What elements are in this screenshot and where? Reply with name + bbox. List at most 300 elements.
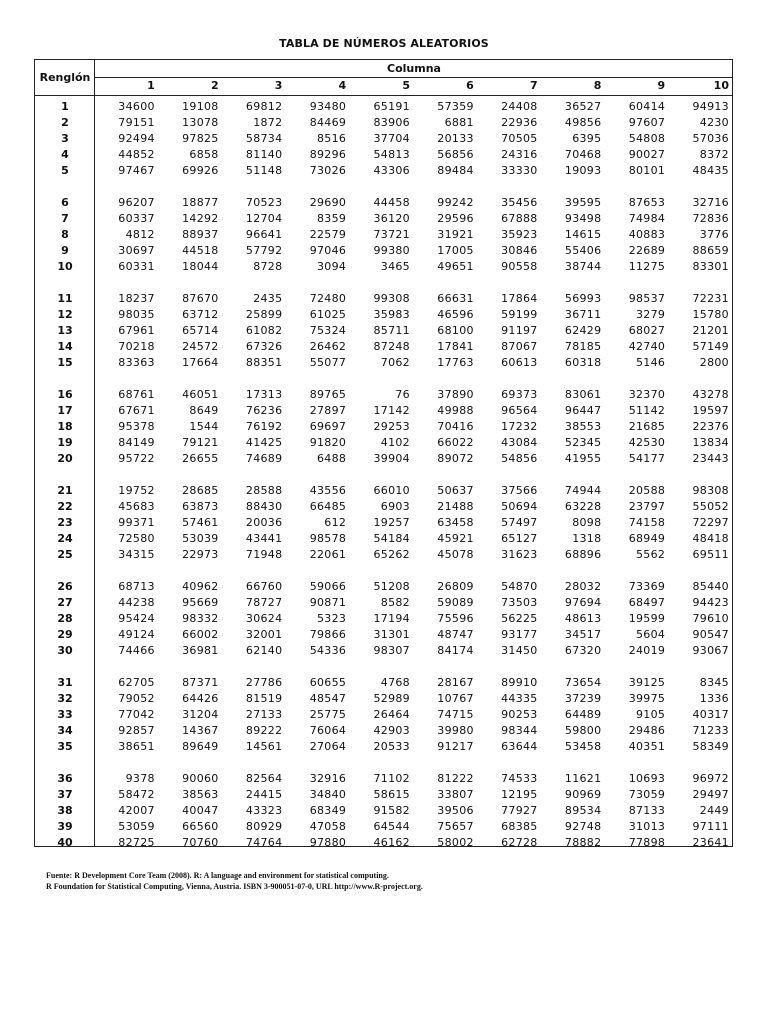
table-cell: 26809	[437, 580, 474, 593]
table-cell: 97467	[118, 164, 155, 177]
table-cell: 91217	[437, 740, 474, 753]
table-cell: 24316	[501, 148, 538, 161]
table-cell: 6395	[572, 132, 602, 145]
table-cell: 67961	[118, 324, 155, 337]
table-cell: 95378	[118, 420, 155, 433]
table-cell: 7062	[380, 356, 410, 369]
table-cell: 96641	[245, 228, 283, 241]
table-cell: 25899	[245, 308, 283, 321]
table-row	[35, 803, 732, 819]
table-cell: 54870	[501, 580, 538, 593]
table-row	[35, 515, 732, 531]
table-cell: 89072	[437, 452, 474, 465]
table-cell: 42903	[373, 724, 410, 737]
row-number: 12	[57, 308, 73, 321]
table-cell: 3094	[316, 260, 347, 273]
table-cell: 73721	[373, 228, 410, 241]
row-number: 23	[57, 516, 73, 529]
table-cell: 70468	[564, 148, 602, 161]
table-cell: 92494	[118, 132, 155, 145]
table-cell: 22689	[628, 244, 666, 257]
table-cell: 4102	[380, 436, 410, 449]
table-cell: 28032	[564, 580, 602, 593]
table-cell: 8582	[380, 596, 410, 609]
table-cell: 94423	[692, 596, 729, 609]
row-number: 10	[57, 260, 73, 273]
table-cell: 55077	[309, 356, 347, 369]
table-cell: 43306	[373, 164, 410, 177]
table-cell: 38553	[564, 420, 602, 433]
table-cell: 48613	[564, 612, 602, 625]
table-cell: 56856	[437, 148, 474, 161]
table-cell: 3279	[635, 308, 666, 321]
table-cell: 69812	[245, 100, 283, 113]
table-cell: 52345	[564, 436, 602, 449]
table-cell: 26462	[309, 340, 347, 353]
table-cell: 28685	[182, 484, 219, 497]
table-cell: 97880	[309, 836, 347, 849]
table-cell: 79151	[118, 116, 155, 129]
table-cell: 66485	[309, 500, 347, 513]
table-cell: 74689	[245, 452, 283, 465]
table-cell: 19752	[118, 484, 155, 497]
table-cell: 38563	[182, 788, 219, 801]
row-number: 30	[57, 644, 73, 657]
table-cell: 83906	[373, 116, 410, 129]
table-cell: 84174	[437, 644, 474, 657]
table-cell: 66631	[437, 292, 474, 305]
table-cell: 97825	[182, 132, 219, 145]
table-row	[35, 579, 732, 595]
header-divider	[95, 95, 733, 96]
table-cell: 53059	[118, 820, 155, 833]
table-cell: 39506	[437, 804, 474, 817]
table-cell: 19257	[373, 516, 410, 529]
table-cell: 68949	[628, 532, 666, 545]
table-cell: 2449	[699, 804, 729, 817]
table-row	[35, 627, 732, 643]
table-cell: 94913	[692, 100, 729, 113]
table-cell: 78727	[245, 596, 283, 609]
footnote-line-1: Fuente: R Development Core Team (2008). R: A language and environment for statistical computing.	[46, 871, 389, 880]
table-body	[35, 99, 732, 851]
table-cell: 18044	[182, 260, 219, 273]
table-cell: 29253	[373, 420, 410, 433]
table-cell: 24019	[628, 644, 666, 657]
table-cell: 68027	[628, 324, 666, 337]
table-cell: 17864	[501, 292, 538, 305]
row-number: 16	[57, 388, 73, 401]
table-cell: 34315	[118, 548, 155, 561]
table-cell: 70218	[118, 340, 155, 353]
table-cell: 63712	[182, 308, 219, 321]
table-cell: 83061	[564, 388, 602, 401]
table-cell: 70416	[437, 420, 474, 433]
table-cell: 81140	[245, 148, 283, 161]
table-cell: 65191	[373, 100, 410, 113]
row-number: 32	[57, 692, 73, 705]
table-cell: 51148	[245, 164, 283, 177]
table-cell: 22973	[182, 548, 219, 561]
row-number: 37	[57, 788, 73, 801]
table-cell: 80929	[245, 820, 283, 833]
table-cell: 39904	[373, 452, 410, 465]
table-cell: 93498	[564, 212, 602, 225]
column-header: 10	[713, 79, 729, 92]
table-cell: 40883	[628, 228, 666, 241]
table-cell: 75324	[309, 324, 347, 337]
table-cell: 13834	[692, 436, 729, 449]
table-cell: 85711	[373, 324, 410, 337]
table-cell: 12704	[245, 212, 283, 225]
table-cell: 27786	[245, 676, 283, 689]
row-number: 4	[61, 148, 69, 161]
table-cell: 1318	[572, 532, 602, 545]
table-cell: 8516	[316, 132, 347, 145]
table-cell: 51208	[373, 580, 410, 593]
table-cell: 17313	[245, 388, 283, 401]
row-number: 34	[57, 724, 73, 737]
table-cell: 60655	[309, 676, 347, 689]
table-row	[35, 595, 732, 611]
table-cell: 87371	[182, 676, 219, 689]
table-cell: 63873	[182, 500, 219, 513]
table-cell: 10693	[628, 772, 666, 785]
table-cell: 63228	[564, 500, 602, 513]
table-cell: 14292	[182, 212, 219, 225]
table-cell: 36527	[564, 100, 602, 113]
table-cell: 56225	[501, 612, 538, 625]
row-number: 33	[57, 708, 73, 721]
table-cell: 93177	[501, 628, 538, 641]
table-cell: 42530	[628, 436, 666, 449]
row-number: 22	[57, 500, 73, 513]
table-cell: 57461	[182, 516, 219, 529]
table-cell: 54813	[373, 148, 410, 161]
table-cell: 4812	[125, 228, 155, 241]
table-cell: 36120	[373, 212, 410, 225]
table-cell: 29690	[309, 196, 347, 209]
table-cell: 70760	[182, 836, 219, 849]
table-cell: 66760	[245, 580, 283, 593]
table-row	[35, 611, 732, 627]
table-cell: 99380	[373, 244, 410, 257]
row-number: 5	[61, 164, 69, 177]
table-cell: 27897	[309, 404, 347, 417]
table-cell: 57359	[437, 100, 474, 113]
table-cell: 42740	[628, 340, 666, 353]
table-row	[35, 419, 732, 435]
table-cell: 90969	[564, 788, 602, 801]
table-cell: 21488	[437, 500, 474, 513]
table-cell: 91820	[309, 436, 347, 449]
table-cell: 98344	[501, 724, 538, 737]
table-cell: 39980	[437, 724, 474, 737]
table-cell: 28588	[245, 484, 283, 497]
table-cell: 73503	[501, 596, 538, 609]
table-cell: 38651	[118, 740, 155, 753]
table-cell: 9378	[125, 772, 155, 785]
table-cell: 48435	[692, 164, 729, 177]
table-cell: 68385	[501, 820, 538, 833]
table-cell: 72836	[692, 212, 729, 225]
table-cell: 87133	[628, 804, 666, 817]
table-row	[35, 259, 732, 275]
table-cell: 5604	[635, 628, 666, 641]
table-cell: 51142	[628, 404, 666, 417]
table-row	[35, 243, 732, 259]
table-cell: 45921	[437, 532, 474, 545]
row-header-divider	[35, 95, 95, 96]
row-number: 20	[57, 452, 73, 465]
table-cell: 12195	[501, 788, 538, 801]
column-header: 8	[593, 79, 602, 92]
table-cell: 89296	[309, 148, 347, 161]
table-cell: 66022	[437, 436, 474, 449]
table-cell: 15780	[692, 308, 729, 321]
table-cell: 40317	[692, 708, 729, 721]
table-cell: 19599	[628, 612, 666, 625]
table-cell: 81519	[245, 692, 283, 705]
table-cell: 47058	[309, 820, 347, 833]
table-cell: 14561	[245, 740, 283, 753]
table-cell: 49856	[564, 116, 602, 129]
table-row	[35, 163, 732, 179]
table-cell: 81222	[437, 772, 474, 785]
table-cell: 21685	[628, 420, 666, 433]
table-cell: 19108	[182, 100, 219, 113]
table-cell: 50694	[501, 500, 538, 513]
table-cell: 74158	[628, 516, 666, 529]
table-cell: 5146	[635, 356, 666, 369]
table-cell: 8649	[189, 404, 219, 417]
table-cell: 72480	[309, 292, 347, 305]
table-cell: 8359	[316, 212, 347, 225]
table-cell: 76192	[245, 420, 283, 433]
source-footnote	[46, 870, 746, 892]
table-cell: 30624	[245, 612, 283, 625]
column-header: 9	[657, 79, 666, 92]
row-number: 7	[61, 212, 69, 225]
table-cell: 98332	[182, 612, 219, 625]
table-cell: 96207	[118, 196, 155, 209]
table-cell: 29596	[437, 212, 474, 225]
table-cell: 18237	[118, 292, 155, 305]
row-number: 25	[57, 548, 73, 561]
table-cell: 62728	[501, 836, 538, 849]
table-cell: 32001	[245, 628, 283, 641]
table-cell: 41955	[564, 452, 602, 465]
table-cell: 61025	[309, 308, 347, 321]
table-cell: 78882	[564, 836, 602, 849]
table-row	[35, 387, 732, 403]
table-cell: 60337	[118, 212, 155, 225]
column-header: 4	[338, 79, 347, 92]
table-cell: 60331	[118, 260, 155, 273]
table-cell: 34600	[118, 100, 155, 113]
table-cell: 70505	[501, 132, 538, 145]
table-cell: 98308	[692, 484, 729, 497]
table-cell: 49124	[118, 628, 155, 641]
table-cell: 66010	[373, 484, 410, 497]
table-cell: 77898	[628, 836, 666, 849]
table-row	[35, 483, 732, 499]
table-cell: 21201	[692, 324, 729, 337]
table-cell: 97046	[309, 244, 347, 257]
table-cell: 56993	[564, 292, 602, 305]
table-row	[35, 355, 732, 371]
table-cell: 73059	[628, 788, 666, 801]
table-cell: 89765	[309, 388, 347, 401]
row-number: 28	[57, 612, 73, 625]
row-number: 18	[57, 420, 73, 433]
table-cell: 17194	[373, 612, 410, 625]
table-cell: 46162	[373, 836, 410, 849]
table-cell: 20133	[437, 132, 474, 145]
table-row	[35, 707, 732, 723]
table-cell: 92857	[118, 724, 155, 737]
table-cell: 37566	[501, 484, 538, 497]
table-cell: 44238	[118, 596, 155, 609]
table-cell: 65127	[501, 532, 538, 545]
table-row	[35, 675, 732, 691]
table-cell: 98578	[309, 532, 347, 545]
table-cell: 6488	[316, 452, 347, 465]
table-cell: 22376	[692, 420, 729, 433]
table-cell: 72231	[692, 292, 729, 305]
table-cell: 68761	[118, 388, 155, 401]
table-cell: 36711	[564, 308, 602, 321]
table-cell: 45683	[118, 500, 155, 513]
table-cell: 32916	[309, 772, 347, 785]
table-cell: 95424	[118, 612, 155, 625]
table-cell: 55052	[692, 500, 729, 513]
table-cell: 74533	[501, 772, 538, 785]
row-number: 13	[57, 324, 73, 337]
table-cell: 37239	[564, 692, 602, 705]
table-cell: 79610	[692, 612, 729, 625]
table-row	[35, 291, 732, 307]
table-cell: 58472	[118, 788, 155, 801]
table-cell: 82564	[245, 772, 283, 785]
table-cell: 13078	[182, 116, 219, 129]
table-cell: 90060	[182, 772, 219, 785]
table-cell: 69373	[501, 388, 538, 401]
table-cell: 83301	[692, 260, 729, 273]
table-cell: 44335	[501, 692, 538, 705]
table-cell: 20036	[245, 516, 283, 529]
table-cell: 74466	[118, 644, 155, 657]
row-number: 39	[57, 820, 73, 833]
table-cell: 68713	[118, 580, 155, 593]
table-cell: 59199	[501, 308, 538, 321]
table-cell: 93480	[309, 100, 347, 113]
table-cell: 40351	[628, 740, 666, 753]
table-cell: 66560	[182, 820, 219, 833]
table-cell: 78185	[564, 340, 602, 353]
table-cell: 54184	[373, 532, 410, 545]
table-cell: 32370	[628, 388, 666, 401]
table-cell: 89910	[501, 676, 538, 689]
table-cell: 79866	[309, 628, 347, 641]
table-cell: 46051	[182, 388, 219, 401]
row-number: 40	[57, 836, 73, 849]
table-cell: 17142	[373, 404, 410, 417]
table-cell: 6858	[189, 148, 219, 161]
table-cell: 42007	[118, 804, 155, 817]
table-cell: 92748	[564, 820, 602, 833]
table-cell: 28167	[437, 676, 474, 689]
table-cell: 54177	[628, 452, 666, 465]
table-cell: 62429	[564, 324, 602, 337]
table-cell: 95722	[118, 452, 155, 465]
table-row	[35, 643, 732, 659]
table-cell: 14615	[564, 228, 602, 241]
table-cell: 37890	[437, 388, 474, 401]
row-number: 17	[57, 404, 73, 417]
table-cell: 70523	[245, 196, 283, 209]
table-cell: 79052	[118, 692, 155, 705]
table-cell: 26464	[373, 708, 410, 721]
table-cell: 46596	[437, 308, 474, 321]
table-cell: 30846	[501, 244, 538, 257]
table-cell: 33807	[437, 788, 474, 801]
table-cell: 76236	[245, 404, 283, 417]
table-cell: 1544	[189, 420, 219, 433]
table-cell: 61082	[245, 324, 283, 337]
column-header: 1	[147, 79, 155, 92]
row-number: 31	[57, 676, 73, 689]
table-cell: 31204	[182, 708, 219, 721]
table-cell: 75596	[437, 612, 474, 625]
row-number: 26	[57, 580, 73, 593]
table-cell: 17664	[182, 356, 219, 369]
table-cell: 6881	[444, 116, 474, 129]
table-cell: 74715	[437, 708, 474, 721]
table-row	[35, 211, 732, 227]
table-row	[35, 323, 732, 339]
table-cell: 48747	[437, 628, 474, 641]
table-cell: 54808	[628, 132, 666, 145]
table-cell: 29486	[628, 724, 666, 737]
column-group-label: Columna	[387, 62, 441, 75]
table-cell: 38744	[564, 260, 602, 273]
table-row	[35, 819, 732, 835]
table-cell: 68100	[437, 324, 474, 337]
table-cell: 60318	[564, 356, 602, 369]
table-cell: 89484	[437, 164, 474, 177]
table-cell: 75657	[437, 820, 474, 833]
table-cell: 31623	[501, 548, 538, 561]
table-cell: 27064	[309, 740, 347, 753]
table-cell: 29497	[692, 788, 729, 801]
table-cell: 43441	[245, 532, 283, 545]
column-headers	[95, 79, 733, 95]
table-cell: 8098	[572, 516, 602, 529]
table-cell: 67888	[501, 212, 538, 225]
table-row	[35, 787, 732, 803]
table-row	[35, 99, 732, 115]
table-row	[35, 739, 732, 755]
table-cell: 60414	[628, 100, 666, 113]
column-header: 3	[274, 79, 283, 92]
table-cell: 3465	[380, 260, 410, 273]
table-cell: 68896	[564, 548, 602, 561]
table-cell: 24415	[245, 788, 283, 801]
table-cell: 90871	[309, 596, 347, 609]
table-cell: 53458	[564, 740, 602, 753]
table-cell: 50637	[437, 484, 474, 497]
